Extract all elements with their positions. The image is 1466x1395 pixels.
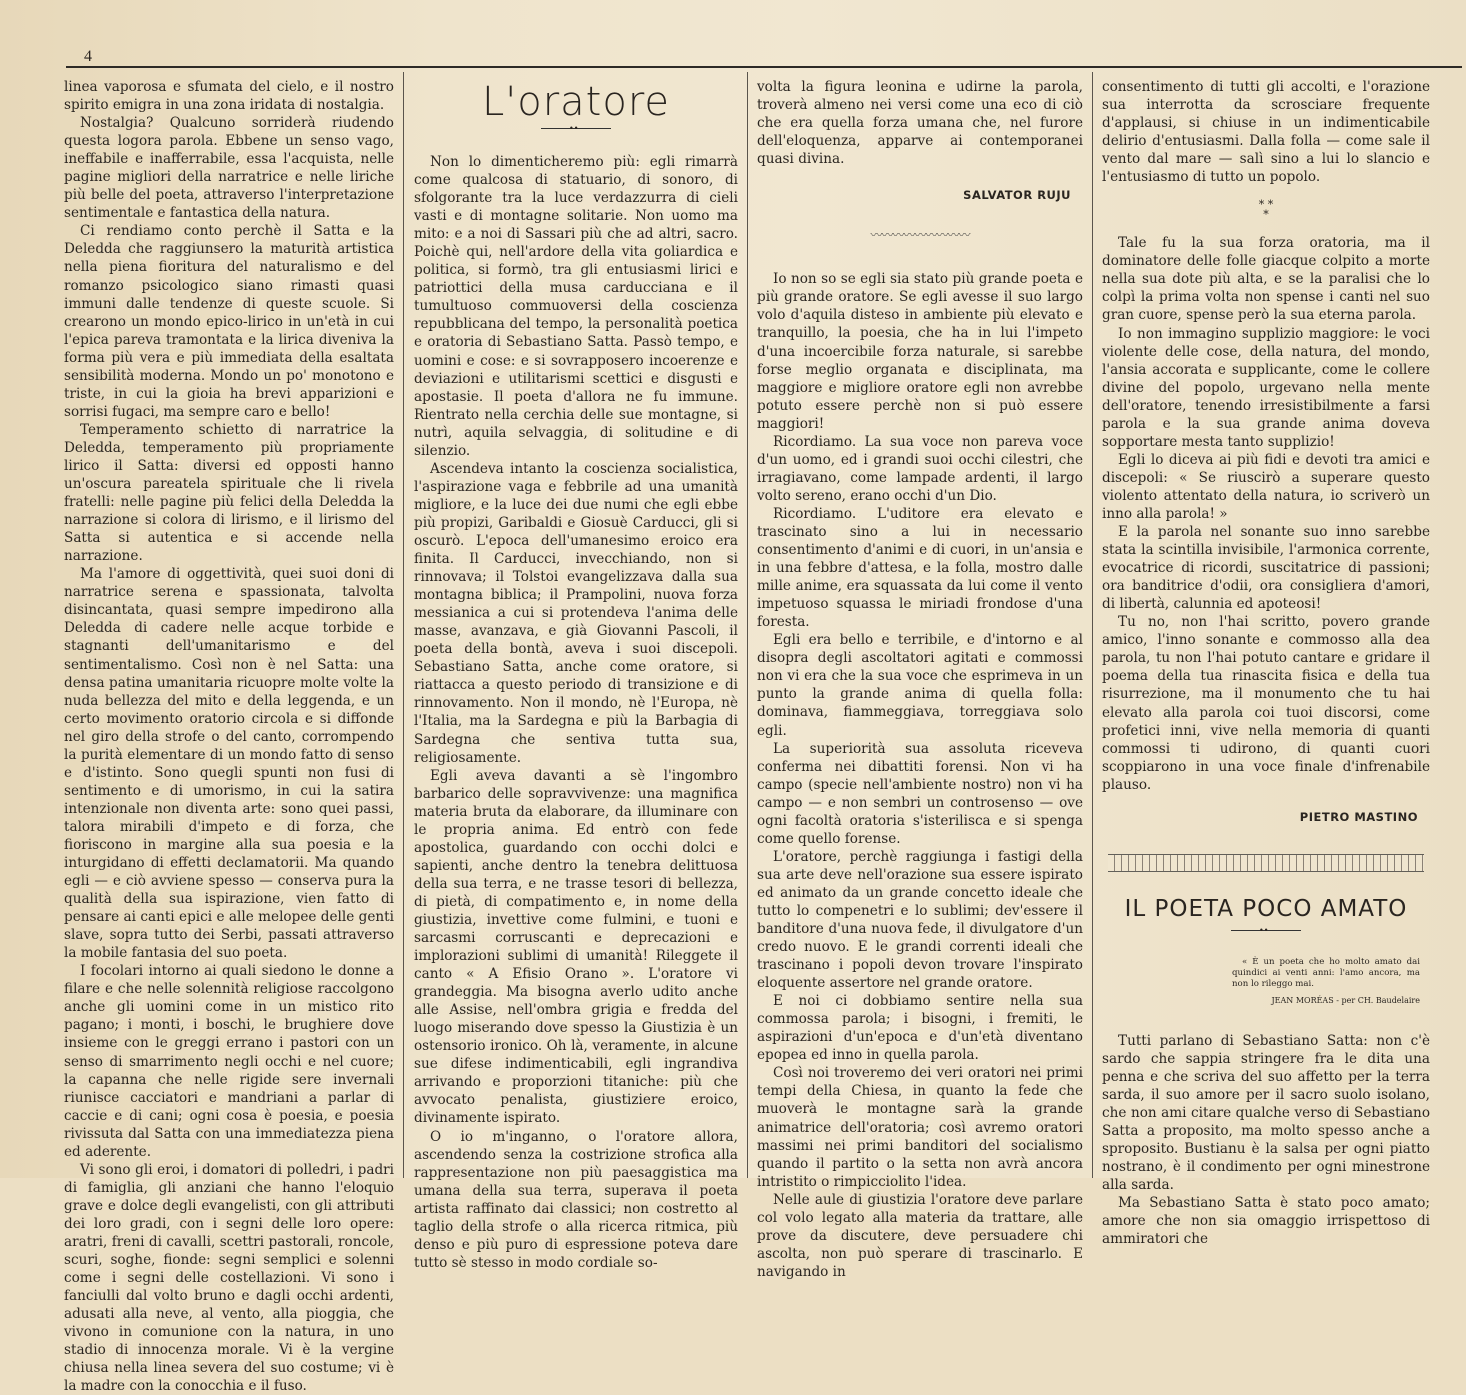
paragraph: Ci rendiamo conto perchè il Satta e la Deledda che raggiunsero la maturità artistica nella piena fioritura del naturalismo e del romanzo psicologico siano rimasti quasi immuni dalle tendenze di queste scuole. Si crearono un mondo epico-lirico in un'età in cui l'epica pareva tramontata e la lirica diveniva la forma più vera e più immediata della esaltata sensibilità moderna. Mondo un po' monotono e triste, in cui la gioia ha brevi apparizioni e sorrisi fugaci, ma sempre caro e bello! [64, 223, 394, 420]
paragraph: Tutti parlano di Sebastiano Satta: non c'è sardo che sappia stringere fra le dita una penna e che scriva del suo affetto per la terra sarda, il suo amore per il sacro suolo isolano, che non ami citare qualche verso di Sebastiano Satta a proposito, ma molto spesso anche a sproposito. Bustianu è la salsa per ogni piatto nostrano, è il condimento per ogni minestrone alla sarda. [1102, 1032, 1430, 1194]
paragraph: volta la figura leonina e udirne la parola, troverà almeno nei versi come una eco di ciò che era quella forza umana che, nel furore dell'eloquenza, apparve ai contemporanei quasi divina. [757, 79, 1083, 168]
paragraph: I focolari intorno ai quali siedono le donne a filare e che nelle solennità religiose raccolgono anche gli uomini come in un mistico rito pagano; i monti, i boschi, le brughiere dove insieme con le greggi errano i pastori con un senso di smarrimento negli occhi e nel cuore; la capanna che nelle rigide sere invernali riunisce cacciatori e mandriani a parlar di caccie e di cani; ogni cosa è poesia, e poesia rivissuta dal Satta con una immediatezza piena ed aderente. [64, 963, 394, 1160]
wavy-separator: 〰〰〰〰〰〰〰〰〰 [870, 228, 970, 243]
paragraph: linea vaporosa e sfumata del cielo, e il nostro spirito emigra in una zona iridata di nostalgia. [64, 79, 394, 114]
paragraph: E noi ci dobbiamo sentire nella sua commossa parola; i bisogni, i fremiti, le aspirazioni d'un'epoca e d'un'età diventano epopea ed inno in quella parola. [757, 993, 1083, 1064]
decorative-banner [1108, 854, 1424, 872]
paragraph: Nostalgia? Qualcuno sorriderà riudendo questa logora parola. Ebbene un senso vago, ineffabile e inafferrabile, essa l'acquista, nelle pagine migliori della narratrice e nelle liriche più belle del poeta, attraverso l'interpretazione sentimentale e fantastica della natura. [64, 115, 394, 222]
paragraph: consentimento di tutti gli accolti, e l'orazione sua interrotta da scrosciare frequente d'applausi, si chiuse in un indimenticabile delirio d'entusiasmi. Dalla folla — come sale il vento dal mare — salì sino a lui lo slancio e l'entusiasmo di tutto un popolo. [1102, 79, 1430, 186]
paragraph: Ma Sebastiano Satta è stato poco amato; amore che non sia omaggio irrispettoso di ammiratori che [1102, 1195, 1430, 1248]
column-1 [64, 78, 394, 1395]
paragraph: O io m'inganno, o l'oratore allora, ascendendo senza la costrizione strofica alla rappresentazione non più paesaggistica ma umana della sua terra, superava il poeta artista raffinato dai classici; non costretto al taglio della strofe o alla ricerca ritmica, più denso e più puro di espressione poteva dare tutto sè stesso in modo cordiale so- [414, 1128, 738, 1271]
author-signature: SALVATOR RUJU [963, 188, 1071, 203]
paragraph: Tale fu la sua forza oratoria, ma il dominatore delle folle giacque colpito a morte nella sua dote più alta, e se la paralisi che lo colpì la prima volta non spense i canti nel suo gran cuore, spense però la sua eterna parola. [1102, 235, 1430, 324]
paragraph: Ascendeva intanto la coscienza socialistica, l'aspirazione vaga e febbrile ad una umanità migliore, e la luce dei due numi che egli ebbe più propizi, Garibaldi e Giosuè Carducci, gli si oscurò. L'epoca dell'umanesimo eroico era finita. Il Carducci, invecchiando, non si rinnovava; il Tolstoi evangelizzava dalla sua montagna biblica; il Prampolini, nuova forza messianica a cui si protendeva l'anima delle masse, avanzava, e già Giovanni Pascoli, il poeta della bontà, aveva i suoi discepoli. Sebastiano Satta, anche come oratore, si riattacca a questo periodo di transizione e di rinnovamento. Non il mondo, nè l'Europa, nè l'Italia, ma la Sardegna e più la Barbagia di Sardegna che sentiva tutta sua, religiosamente. [414, 460, 738, 766]
paragraph: Vi sono gli eroi, i domatori di polledri, i padri di famiglia, gli anziani che hanno l'eloquio grave e dolce degli evangelisti, con gli attributi dei loro gradi, con i segni delle loro opere: aratri, freni di cavalli, scettri pastorali, roncole, scuri, soghe, fionde: segni semplici e solenni come i segni delle costellazioni. Vi sono i fanciulli dal volto bruno e dagli occhi ardenti, adusati alla neve, al vento, alla pioggia, che vivono in comunione con la natura, in uno stadio di innocenza morale. Vi è la vergine chiusa nella linea severa del suo costume; vi è la madre con la conocchia e il fuso. [64, 1161, 394, 1395]
paragraph: Tu no, non l'hai scritto, povero grande amico, l'inno sonante e commosso alla dea parola, tu non l'hai potuto cantare e gridare il poema della tua rinascita fisica e della tua risurrezione, ma il monumento che tu hai elevato alla parola coi tuoi discorsi, come profetici inni, vive nella memoria di quanti commossi ti udirono, di quanti cuori scoppiarono in una voce finale d'infrenabile plauso. [1102, 614, 1430, 793]
article-title: IL POETA POCO AMATO [1124, 895, 1408, 922]
paragraph: Egli lo diceva ai più fidi e devoti tra amici e discepoli: « Se riuscirò a superare questo violento attentato della natura, io scriverò un inno alla parola! » [1102, 451, 1430, 522]
column-3 [757, 78, 1083, 1280]
paragraph: Nelle aule di giustizia l'oratore deve parlare col volo legato alla materia da trattare, alle prove da discutere, deve persuadere chi ascolta, non può sperare di trascinarlo. E navigando in [757, 1191, 1083, 1280]
paragraph: Io non immagino supplizio maggiore: le voci violente delle cose, della natura, del mondo, l'ansia accorata e supplicante, come le collere divine del popolo, urgevano nella mente dell'oratore, tenendo irresistibilmente a farsi parola e la sua grande anima doveva sopportare mesta tanto supplizio! [1102, 325, 1430, 450]
paragraph: Egli aveva davanti a sè l'ingombro barbarico delle sopravvivenze: una magnifica materia bruta da elaborare, da illuminare con le propria anima. Ed entrò con fede apostolica, guardando con occhi dolci e sapienti, anche dentro la tenebra delittuosa della sua terra, e ne trasse tesori di bellezza, di pietà, di compatimento e, in nome della giustizia, invettive come fulmini, e tuoni e sarcasmi corruscanti e deprecazioni e implorazioni sublimi di umanità! Rileggete il canto « A Efisio Orano ». L'oratore vi grandeggia. Ma bisogna averlo udito anche alle Assise, nell'ombra grigia e fredda del luogo miserando dove spesso la Giustizia è un ostensorio ironico. Oh là, veramente, in alcune sue difese indimenticabili, egli ingrandiva arrivando e proporzioni titaniche: più che avvocato penalista, giustiziere eroico, divinamente ispirato. [414, 767, 738, 1127]
paragraph: Ma l'amore di oggettività, quei suoi doni di narratrice serena e spassionata, talvolta disincantata, quasi sempre impedirono alla Deledda di cadere nelle acque torbide e stagnanti dell'umanitarismo e del sentimentalismo. Così non è nel Satta: una densa patina umanitaria ricuopre molte volte la nuda bellezza del mito e della leggenda, e un certo movimento oratorio circola e si diffonde nel giro della strofe o del canto, corrompendo la purità elementare di un mondo fatto di senso e d'istinto. Sono quegli spunti non fusi di sentimento e di umorismo, in cui la satira intenzionale non diventa arte: sono quei passi, talora mirabili d'impeto e di forza, che fioriscono in margine alla sua poesia e la inturgidano di effetti declamatorii. Ma quando egli — e ciò avviene spesso — conserva pura la qualità della sua ispirazione, vien fatto di pensare ai canti epici e alle melopee delle genti slave, sopra tutto dei Serbi, passati attraverso la mobile fantasia del suo poeta. [64, 566, 394, 962]
paragraph: Ricordiamo. La sua voce non pareva voce d'un uomo, ed i grandi suoi occhi cilestri, che irragiavano, come lampade ardenti, il largo volto sereno, erano occhi d'un Dio. [757, 433, 1083, 504]
paragraph: La superiorità sua assoluta riceveva conferma nei dibattiti forensi. Non vi ha campo (specie nell'ambiente nostro) non vi ha campo — e non sembri un controsenso — ove ogni facoltà oratoria s'isterilisca e si spenga come quello forense. [757, 740, 1083, 847]
column-4 [1102, 78, 1430, 1248]
column-2 [414, 78, 738, 1271]
column-divider [1092, 72, 1093, 1178]
title-ornament [541, 128, 611, 139]
article-title: L'oratore [481, 79, 671, 125]
column-divider [403, 72, 404, 1178]
paragraph: Temperamento schietto di narratrice la Deledda, temperamento più propriamente lirico il Satta: diversi ed opposti hanno un'oscura pareatela spirituale che li rivela fratelli: nelle pagine più felici della Deledda la narrazione si colora di lirismo, e il lirismo del Satta si autentica e si accende nella narrazione. [64, 421, 394, 565]
title-ornament [1231, 930, 1301, 941]
page-number: 4 [84, 48, 92, 65]
paragraph: Così noi troveremo dei veri oratori nei primi tempi della Chiesa, in quanto la fede che muoverà le montagne sarà la grande animatrice dell'oratoria; così avremo oratori massimi nei primi banditori del socialismo quando il partito o la setta non avrà ancora intristito o rimpicciolito l'idea. [757, 1065, 1083, 1190]
paragraph: L'oratore, perchè raggiunga i fastigi della sua arte deve nell'orazione sua essere ispirato ed animato da un grande concetto ideale che tutto lo compenetri e lo sublimi; dev'essere il banditore d'una nuova fede, il divulgatore d'un credo nuovo. E le grandi correnti ideali che trascinano i popoli devon trovare l'inspirato eloquente assertore nel grande oratore. [757, 848, 1083, 992]
author-signature: PIETRO MASTINO [1299, 809, 1418, 824]
top-rule [66, 66, 1462, 68]
paragraph: Egli era bello e terribile, e d'intorno e al disopra degli ascoltatori agitati e commossi non vi era che la sua voce che esprimeva in un punto la grande anima di quella folla: dominava, fiammeggiava, torreggiava solo egli. [757, 632, 1083, 739]
asterism: * * * [1258, 198, 1274, 222]
column-divider [747, 72, 748, 1178]
epigraph-citation: JEAN MORÉAS - per CH. Baudelaire [1271, 995, 1420, 1005]
paragraph: Non lo dimenticheremo più: egli rimarrà come qualcosa di statuario, di sonoro, di sfolgorante tra la luce verdazzurra di cieli vasti e di montagne solitarie. Non uomo ma mito: e a noi di Sassari più che ad altri, sacro. Poichè qui, nell'ardore della vita goliardica e politica, si formò, tra gli entusiasmi lirici e patriottici della musa carducciana e il tumultuoso commuoversi della coscienza repubblicana del tempo, la personalità poetica e oratoria di Sebastiano Satta. Passò tempo, e uomini e cose: e si sovrapposero incoerenze e deviazioni e utilitarismi scettici e disgusti e apostasie. Il poeta d'allora ne fu immune. Rientrato nella cerchia delle sue montagne, si nutrì, aquila selvaggia, di solitudine e di silenzio. [414, 154, 738, 459]
epigraph: « È un poeta che ho molto amato dai quindici ai venti anni: l'amo ancora, ma non lo rileggo mai. [1232, 956, 1420, 989]
paragraph: Io non so se egli sia stato più grande poeta e più grande oratore. Se egli avesse il suo largo volo d'aquila disteso in ambiente più elevato e tranquillo, la poesia, che ha in lui l'impeto d'una incoercibile forza naturale, si sarebbe forse meglio organata e disciplinata, ma maggiore e migliore oratore egli non avrebbe potuto essere perchè non si può essere maggiori! [757, 271, 1083, 432]
paragraph: Ricordiamo. L'uditore era elevato e trascinato sino a lui in necessario consentimento d'animi e di cuori, in un'ansia e in una febbre d'attesa, e la folla, mostro dalle mille anime, era squassata da lui come il vento impetuoso squassa le miriadi frondose d'una foresta. [757, 505, 1083, 631]
paragraph: E la parola nel sonante suo inno sarebbe stata la scintilla invisibile, l'armonica corrente, evocatrice di ricordi, suscitatrice di passioni; ora banditrice d'odii, ora consigliera d'amori, di libertà, calunnia ed apoteosi! [1102, 524, 1430, 613]
